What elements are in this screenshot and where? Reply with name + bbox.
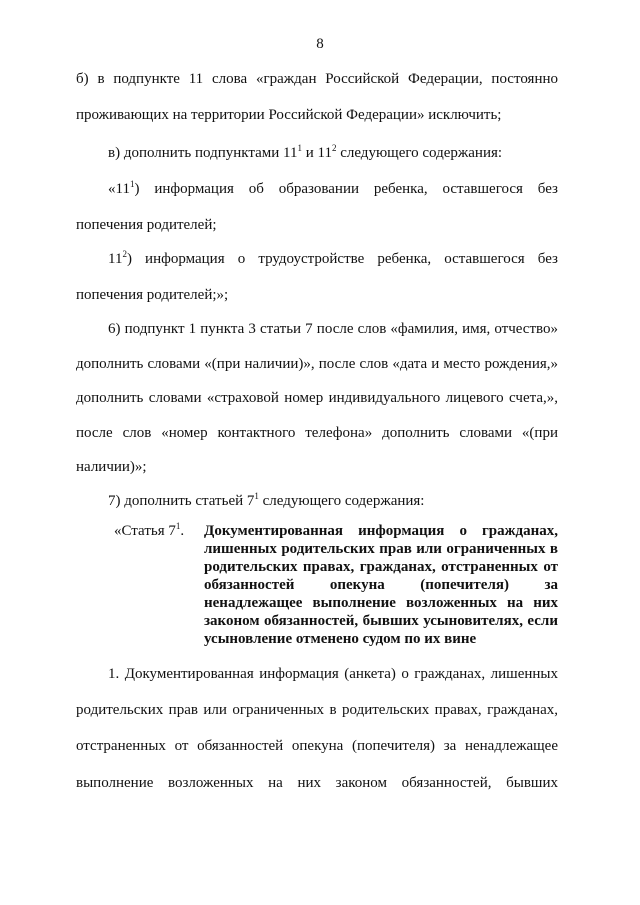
text-line: 1. Документированная информация (анкета) о гражданах, лишенных [108, 666, 558, 682]
text-span: 7) дополнить статьей 7 [108, 493, 255, 509]
text-span: следующего содержания: [258, 493, 425, 509]
article-title [204, 522, 558, 648]
text-line: проживающих на территории Российской Федерации» исключить; [76, 107, 502, 123]
text-line [108, 144, 502, 162]
text-line: попечения родителей;»; [76, 287, 229, 303]
text-line [108, 250, 558, 268]
article-title-line: лишенных родительских прав или ограниченных в [204, 541, 558, 557]
text-line [108, 180, 558, 198]
text-span: следующего содержания: [336, 145, 503, 161]
superscript: 2 [122, 249, 127, 259]
text-span: в) дополнить подпунктами 11 [108, 145, 298, 161]
text-line: после слов «номер контактного телефона» дополнить словами «(при [76, 425, 558, 441]
article-title-line: ненадлежащее выполнение возложенных на них [204, 595, 558, 611]
text-span: «Статья 7 [114, 523, 176, 539]
text-span: «11 [108, 181, 130, 197]
article-label [114, 522, 184, 540]
article-title-line: родительских правах, гражданах, отстраненных от [204, 559, 558, 575]
text-line: 6) подпункт 1 пункта 3 статьи 7 после слов «фамилия, имя, отчество» [108, 321, 558, 337]
article-title-line: законом обязанностей, бывших усыновителях, если [204, 613, 558, 629]
article-title-line: Документированная информация о гражданах, [204, 523, 558, 539]
article-title-line: обязанностей опекуна (попечителя) за [204, 577, 558, 593]
text-line: родительских прав или ограниченных в родительских правах, гражданах, [76, 702, 558, 718]
text-line: попечения родителей; [76, 217, 217, 233]
text-span: 11 [108, 251, 123, 267]
article-title-line: усыновление отменено судом по их вине [204, 631, 477, 647]
text-line [108, 492, 424, 510]
text-line: наличии)»; [76, 459, 147, 475]
page-number: 8 [316, 36, 324, 52]
superscript: 1 [297, 143, 302, 153]
text-line: выполнение возложенных на них законом обязанностей, бывших [76, 775, 558, 791]
superscript: 1 [254, 491, 259, 501]
superscript: 1 [129, 179, 135, 189]
text-span: и 11 [301, 145, 332, 161]
text-line: б) в подпункте 11 слова «граждан Российской Федерации, постоянно [76, 71, 558, 87]
text-line: отстраненных от обязанностей опекуна (попечителя) за ненадлежащее [76, 738, 558, 754]
text-line: дополнить словами «страховой номер индивидуального лицевого счета,», [76, 390, 558, 406]
superscript: 2 [331, 143, 337, 153]
text-span: ) информация о трудоустройстве ребенка, оставшегося без [126, 251, 558, 267]
text-span: ) информация об образовании ребенка, оставшегося без [134, 181, 558, 197]
text-span: . [180, 523, 185, 539]
text-line: дополнить словами «(при наличии)», после слов «дата и место рождения,» [76, 356, 558, 372]
superscript: 1 [175, 521, 181, 531]
